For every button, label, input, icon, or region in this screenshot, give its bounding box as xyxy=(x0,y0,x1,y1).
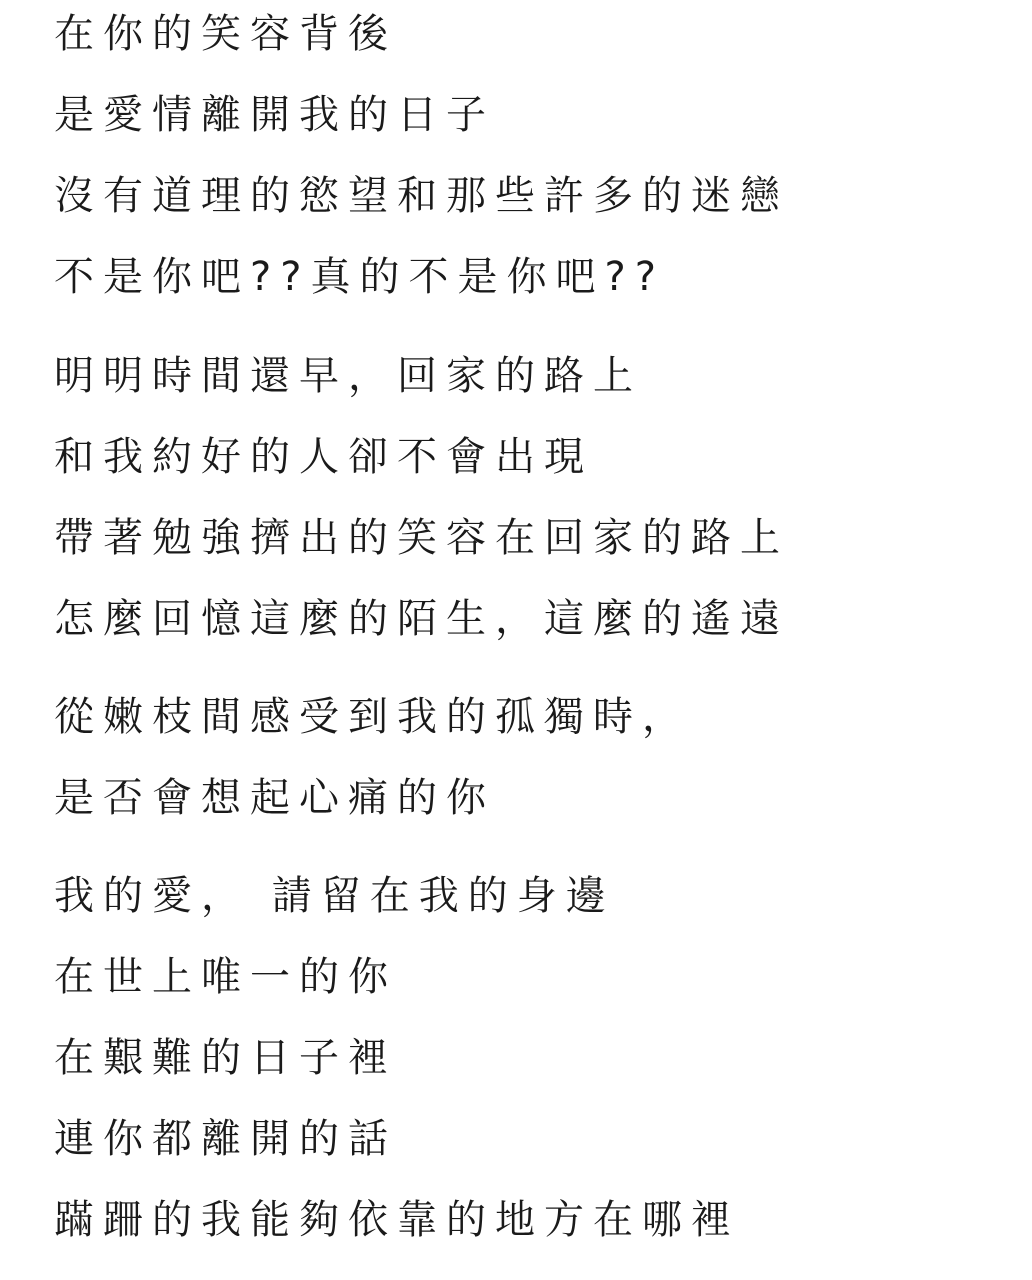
lyric-line-12: 在世上唯一的你 xyxy=(54,954,397,1000)
lyric-line-1: 在你的笑容背後 xyxy=(54,11,397,57)
lyric-line-14: 連你都離開的話 xyxy=(54,1116,397,1162)
lyric-line-4: 不是你吧??真的不是你吧?? xyxy=(54,254,665,300)
lyric-line-2: 是愛情離開我的日子 xyxy=(54,92,495,138)
lyric-line-11: 我的愛， 請留在我的身邊 xyxy=(54,873,615,919)
lyric-line-10: 是否會想起心痛的你 xyxy=(54,775,495,821)
lyrics-document xyxy=(54,0,1014,1280)
lyric-line-9: 從嫩枝間感受到我的孤獨時， xyxy=(54,694,691,740)
lyric-line-13: 在艱難的日子裡 xyxy=(54,1035,397,1081)
lyric-line-7: 帶著勉強擠出的笑容在回家的路上 xyxy=(54,515,789,561)
lyric-line-15: 蹣跚的我能夠依靠的地方在哪裡 xyxy=(54,1197,740,1243)
lyric-line-6: 和我約好的人卻不會出現 xyxy=(54,434,593,480)
lyric-line-3: 沒有道理的慾望和那些許多的迷戀 xyxy=(54,173,789,219)
lyric-line-5: 明明時間還早，回家的路上 xyxy=(54,353,642,399)
lyric-line-8: 怎麼回憶這麼的陌生，這麼的遙遠 xyxy=(54,596,789,642)
